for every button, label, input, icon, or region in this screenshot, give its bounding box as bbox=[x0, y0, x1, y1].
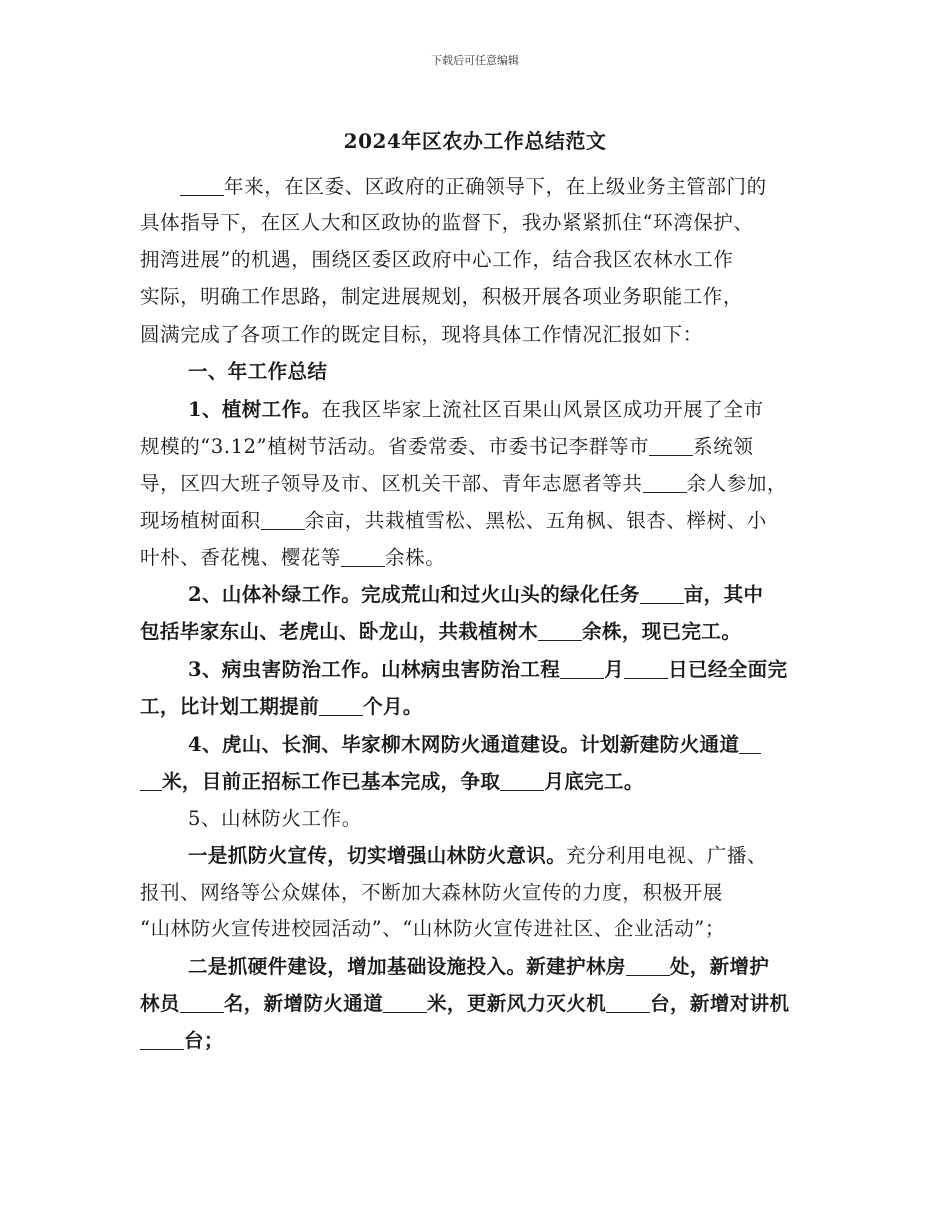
sub2-line-2: 林员 名，新增防火通道 米，更新风力灭火机 台，新增对讲机 bbox=[140, 992, 790, 1015]
intro-line-5: 圆满完成了各项工作的既定目标，现将具体工作情况汇报如下： bbox=[140, 323, 703, 346]
blank-field bbox=[640, 583, 684, 604]
item5-heading: 5、山林防火工作。 bbox=[188, 807, 362, 830]
blank-field bbox=[624, 658, 668, 679]
blank-field bbox=[319, 695, 363, 716]
item1-line-3: 导，区四大班子领导及市、区机关干部、青年志愿者等共 余人参加， bbox=[140, 472, 788, 495]
item1-line-2: 规模的“3.12”植树节活动。省委常委、市委书记李群等市 系统领 bbox=[140, 435, 754, 458]
blank-field bbox=[383, 992, 427, 1013]
item1-line-4: 现场植树面积 余亩，共栽植雪松、黑松、五角枫、银杏、榉树、小 bbox=[140, 509, 767, 532]
blank-field bbox=[606, 992, 650, 1013]
item1-heading: 1、植树工作。 bbox=[188, 398, 322, 421]
item2-line-1: 2、山体补绿工作。完成荒山和过火山头的绿化任务 亩，其中 bbox=[188, 583, 764, 606]
blank-field bbox=[643, 472, 687, 493]
sub1-line-2: 报刊、网络等公众媒体，不断加大森林防火宣传的力度，积极开展 bbox=[140, 881, 723, 904]
blank-field bbox=[560, 658, 604, 679]
sub1-line-1: 一是抓防火宣传，切实增强山林防火意识。充分利用电视、广播、 bbox=[188, 844, 768, 867]
section-heading: 一、年工作总结 bbox=[188, 360, 328, 383]
page-header-note: 下载后可任意编辑 bbox=[431, 54, 519, 67]
sub2-line-1: 二是抓硬件建设，增加基础设施投入。新建护林房 处，新增护 bbox=[188, 955, 770, 978]
item3-line-2: 工，比计划工期提前 个月。 bbox=[140, 695, 423, 718]
item1-line-1: 1、植树工作。在我区毕家上流社区百果山风景区成功开展了全市 bbox=[188, 398, 764, 421]
blank-field bbox=[261, 509, 305, 530]
blank-field bbox=[140, 1029, 184, 1050]
sub1-heading: 一是抓防火宣传，切实增强山林防火意识。 bbox=[188, 844, 567, 867]
intro-line-1: 年来，在区委、区政府的正确领导下，在上级业务主管部门的 bbox=[140, 172, 840, 202]
intro-line-3: 拥湾进展”的机遇，围绕区委区政府中心工作，结合我区农林水工作 bbox=[140, 248, 734, 271]
blank-field bbox=[538, 620, 582, 641]
blank-field bbox=[649, 435, 693, 456]
blank-field bbox=[739, 733, 761, 754]
blank-field bbox=[180, 992, 224, 1013]
sub2-line-3: 台； bbox=[140, 1026, 840, 1056]
blank-field bbox=[180, 175, 224, 196]
sub1-line-3: “山林防火宣传进校园活动”、“山林防火宣传进社区、企业活动”； bbox=[140, 917, 725, 940]
item1-line-5: 叶朴、香花槐、樱花等 余株。 bbox=[140, 546, 446, 569]
blank-field bbox=[500, 770, 544, 791]
item3-line-1: 3、病虫害防治工作。山林病虫害防治工程 月 日已经全面完 bbox=[188, 658, 788, 681]
intro-line-4: 实际，明确工作思路，制定进展规划，积极开展各项业务职能工作， bbox=[140, 285, 744, 308]
blank-field bbox=[140, 770, 162, 791]
document-title: 2024年区农办工作总结范文 bbox=[343, 129, 607, 153]
item4-line-2: 米，目前正招标工作已基本完成，争取 月底完工。 bbox=[140, 767, 840, 797]
intro-line-2: 具体指导下，在区人大和区政协的监督下，我办紧紧抓住“环湾保护、 bbox=[140, 211, 754, 234]
blank-field bbox=[341, 546, 385, 567]
blank-field bbox=[626, 955, 670, 976]
item4-line-1: 4、虎山、长涧、毕家柳木网防火通道建设。计划新建防火通道 bbox=[140, 730, 888, 760]
item2-line-2: 包括毕家东山、老虎山、卧龙山，共栽植树木 余株，现已完工。 bbox=[140, 620, 742, 643]
